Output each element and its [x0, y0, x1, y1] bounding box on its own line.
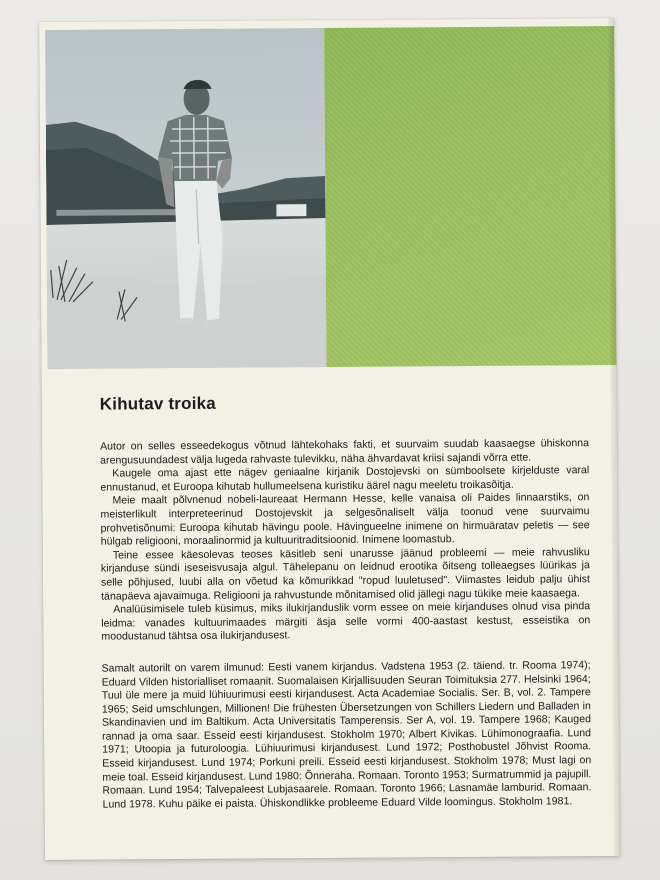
blurb-paragraph: Meie maalt põlvnenud nobeli-laureaat Hermann Hesse, kelle vanaisa oli Paides linnaarstiks, on meisterlikult interpreteerinud Dostojevskit ja selgesõnaliselt välja toonud vene suurvaimu prohvetisõnumi: Euroopa kihutab hävingu poole. Hävingueelne inimene on hirmuäratav peletis — see hülgab religiooni, moraalinormid ja kultuuritraditsioonid. Inimene loomastub. — [100, 491, 590, 548]
book-back-cover — [39, 18, 620, 860]
author-photo — [45, 28, 326, 369]
blurb-paragraph: Kaugele oma ajast ette nägev geniaalne kirjanik Dostojevski on sümboolsete kirjelduste varal ennustanud, et Euroopa kihutab hullumeelsena kuristiku äärel nagu meeletu troikasõitja. — [100, 464, 590, 494]
blurb-paragraph: Teine essee käesolevas teoses käsitleb seni unarusse jäänud probleemi — meie rahvusliku kirjanduse sündi iseseisvusaja algul. Tähelepanu on leidnud erootika õitseng tolleaegses lüürikas ja selle põhjused, luubi alla on võetud ka kõmurikkad "ropud luuletused". Viimastes leidub palju ühist tänapäeva ajavaimuga. Religiooni ja rahvustunde mõnitamised olid jällegi nagu tükike meie kaasaega. — [100, 545, 591, 603]
author-photo-image — [45, 28, 326, 369]
blurb-text-area — [42, 365, 620, 860]
author-bibliography: Samalt autorilt on varem ilmunud: Eesti vanem kirjandus. Vadstena 1953 (2. täiend. tr. Rooma 1974); Eduard Vilden historialliset romaanit. Suomalaisen Kirjallisuuden Seuran Toimituksia 277. Helsinki 1964; Tuul üle mere ja muid lühiuurimusi eesti kirjandusest. Acta Academiae Socialis. Ser. B, vol. 2. Tampere 1965; Seid umschlungen, Millionen! Die frühesten Übersetzungen von Schillers Liedern und Balladen in Skandinavien und im Baltikum. Acta Universitatis Tamperensis. Ser A, vol. 19. Tampere 1968; Kauged rannad ja oma saar. Esseid eesti kirjandusest. Stokholm 1970; Albert Kivikas. Lühimonograafia. Lund 1971; Utoopia ja futuroloogia. Lühiuurimusi kirjandusest. Lund 1972; Posthobustel Jõhvist Rooma. Esseid kirjandusest. Lund 1974; Porkuni preili. Esseid eesti kirjandusest. Stokholm 1978; Must lagi on meie toal. Esseid kirjandusest. Lund 1980: Õnneraha. Romaan. Toronto 1953; Surmatrummid ja pajupill. Romaan. Lund 1954; Talvepaleest Lubjasaarele. Romaan. Toronto 1966; Lasnamäe lamburid. Romaan. Lund 1978. Kuhu päike ei paista. Ühiskondlikke probleeme Eduard Vilde loomingus. Stokholm 1981. — [101, 659, 592, 811]
blurb-paragraph: Analüüsimisele tuleb küsimus, miks ilukirjanduslik vorm essee on meie kirjanduses olnud visa pinda leidma: vanades kultuurimaades märgiti äsja selle vormi 400-aastast kestust, esseistika on moodustanud tähtsa osa ilukirjandusest. — [101, 600, 591, 643]
book-title: Kihutav troika — [99, 393, 216, 414]
blurb-paragraph: Autor on selles esseedekogus võtnud lähtekohaks fakti, et suurvaim suudab kaasaegse ühiskonna arengusuundadest välja lugeda rahvaste tulevikku, näha ähvardavat kriisi sajandi võrra ette. — [100, 437, 590, 467]
green-color-panel — [324, 26, 616, 367]
